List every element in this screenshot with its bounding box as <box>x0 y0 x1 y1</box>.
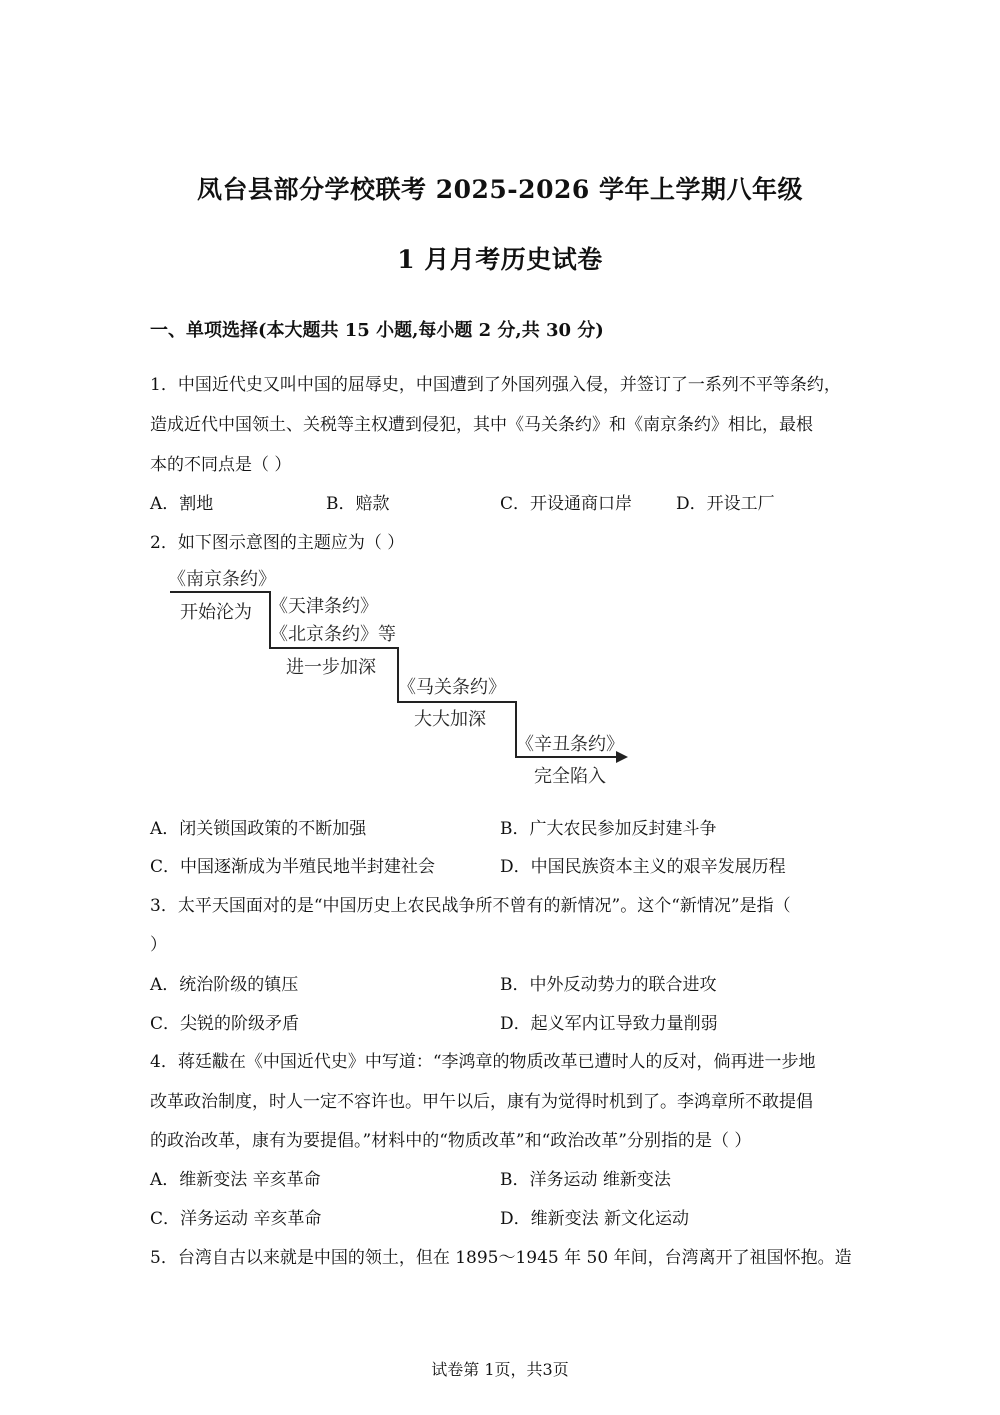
diagram-stage-1: 开始沦为 <box>180 602 252 623</box>
q4-option-c: C．洋务运动 辛亥革命 <box>150 1209 322 1229</box>
q1-option-d: D．开设工厂 <box>676 494 775 514</box>
diagram-treaty-4: 《辛丑条约》 <box>516 734 624 755</box>
q2-stem: 2．如下图示意图的主题应为（ ） <box>150 533 405 553</box>
q4-stem-line-3: 的政治改革，康有为要提倡。”材料中的“物质改革”和“政治改革”分别指的是（ ） <box>150 1131 752 1151</box>
q3-stem-line-1: 3．太平天国面对的是“中国历史上农民战争所不曾有的新情况”。这个“新情况”是指（ <box>150 896 791 916</box>
diagram-treaty-3: 《马关条约》 <box>398 677 506 698</box>
q3-option-b: B．中外反动势力的联合进攻 <box>500 975 717 995</box>
q1-option-b: B．赔款 <box>326 494 390 514</box>
q4-option-b: B．洋务运动 维新变法 <box>500 1170 671 1190</box>
q3-option-d: D．起义军内讧导致力量削弱 <box>500 1014 718 1034</box>
q5-stem-line-1: 5．台湾自古以来就是中国的领土，但在 1895～1945 年 50 年间，台湾离开了祖国怀抱。造 <box>150 1248 852 1268</box>
q1-stem-line-2: 造成近代中国领土、关税等主权遭到侵犯，其中《马关条约》和《南京条约》相比，最根 <box>150 415 813 435</box>
q1-stem-line-1: 1．中国近代史又叫中国的屈辱史，中国遭到了外国列强入侵，并签订了一系列不平等条约， <box>150 375 841 395</box>
q2-option-b: B．广大农民参加反封建斗争 <box>500 819 717 839</box>
diagram-stage-4: 完全陷入 <box>534 766 606 787</box>
q1-option-c: C．开设通商口岸 <box>500 494 633 514</box>
page-footer: 试卷第 1页，共3页 <box>431 1360 569 1379</box>
diagram-treaty-2a: 《天津条约》 <box>270 596 378 617</box>
q3-option-c: C．尖锐的阶级矛盾 <box>150 1014 300 1034</box>
diagram-stage-2: 进一步加深 <box>286 657 376 678</box>
q1-option-a: A．割地 <box>150 494 214 514</box>
q2-option-c: C．中国逐渐成为半殖民地半封建社会 <box>150 857 436 877</box>
staircase-diagram <box>150 560 650 795</box>
q3-stem-line-2: ） <box>150 935 167 955</box>
q4-option-d: D．维新变法 新文化运动 <box>500 1209 690 1229</box>
q1-stem-line-3: 本的不同点是（ ） <box>150 455 292 475</box>
q4-stem-line-2: 改革政治制度，时人一定不容许也。甲午以后，康有为觉得时机到了。李鸿章所不敢提倡 <box>150 1092 813 1112</box>
exam-title-line2: 1 月月考历史试卷 <box>397 245 603 274</box>
q4-stem-line-1: 4．蒋廷黻在《中国近代史》中写道：“李鸿章的物质改革已遭时人的反对，倘再进一步地 <box>150 1052 816 1072</box>
q2-option-a: A．闭关锁国政策的不断加强 <box>150 819 367 839</box>
diagram-stage-3: 大大加深 <box>414 709 486 730</box>
exam-title-line1: 凤台县部分学校联考 2025-2026 学年上学期八年级 <box>197 175 803 204</box>
q3-option-a: A．统治阶级的镇压 <box>150 975 299 995</box>
section-heading: 一、单项选择(本大题共 15 小题,每小题 2 分,共 30 分) <box>150 320 604 341</box>
q2-option-d: D．中国民族资本主义的艰辛发展历程 <box>500 857 786 877</box>
diagram-treaty-1: 《南京条约》 <box>168 569 276 590</box>
q4-option-a: A．维新变法 辛亥革命 <box>150 1170 321 1190</box>
diagram-treaty-2b: 《北京条约》等 <box>270 624 396 645</box>
